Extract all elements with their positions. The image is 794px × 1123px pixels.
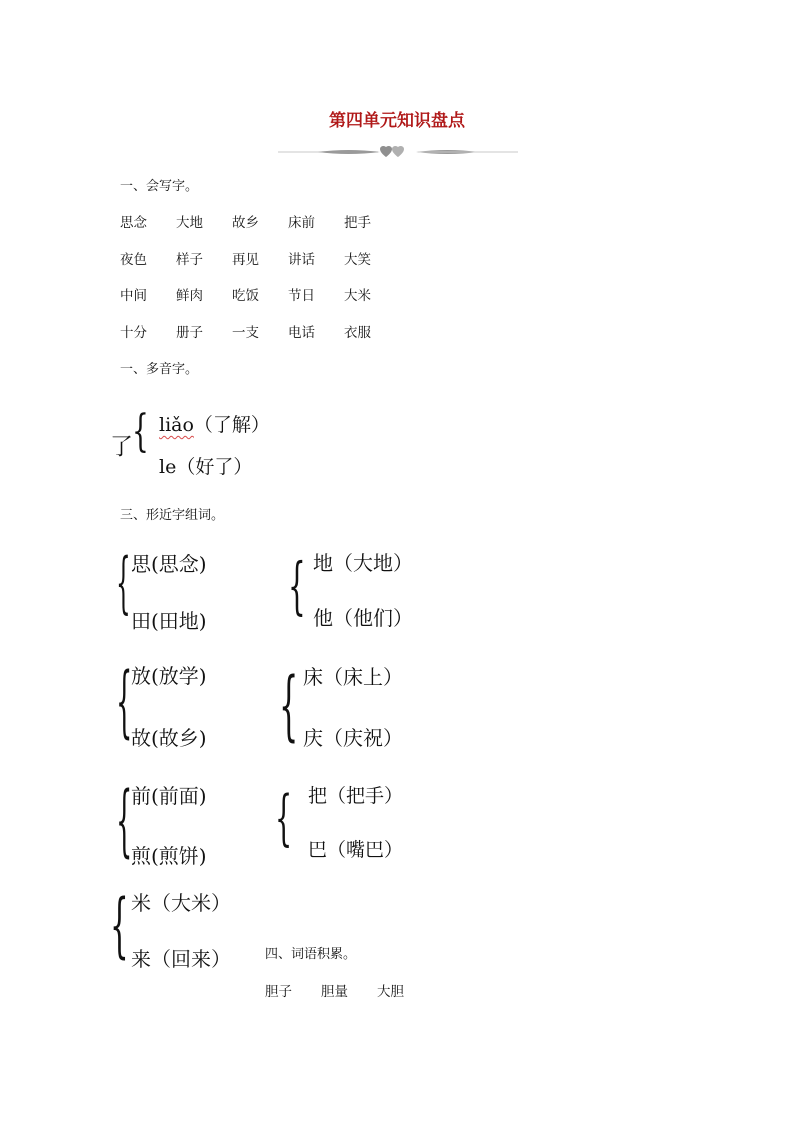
- similar-word: (故乡): [151, 726, 207, 750]
- similar-char: 田: [131, 609, 151, 633]
- group-6-item-1: [308, 781, 403, 808]
- group-3-item-2: [131, 722, 207, 751]
- similar-word: （庆祝）: [323, 726, 403, 750]
- similar-word: （他们）: [333, 606, 413, 630]
- group-2-item-2: [313, 602, 413, 631]
- word-item: 大胆: [377, 984, 404, 1000]
- similar-char: 床: [303, 665, 323, 689]
- group-7-item-1: [131, 887, 231, 916]
- section-2-heading: 一、多音字。: [120, 362, 199, 377]
- word-item: 再见: [232, 252, 259, 268]
- similar-word: (放学): [151, 664, 207, 688]
- similar-char: 思: [131, 552, 151, 576]
- similar-char: 故: [131, 726, 151, 750]
- reading-2: [159, 452, 252, 479]
- page-title: 第四单元知识盘点: [329, 111, 465, 131]
- word-item: 册子: [176, 325, 203, 341]
- group-4-item-2: [303, 722, 403, 751]
- reading-2-word: （好了）: [176, 456, 253, 478]
- heart-divider: [278, 145, 518, 159]
- word-item: 把手: [344, 215, 371, 231]
- similar-char: 前: [131, 784, 151, 808]
- similar-word: (思念): [151, 552, 207, 576]
- similar-word: （大地）: [333, 551, 413, 575]
- similar-char: 煎: [131, 844, 151, 868]
- word-item: 胆量: [321, 984, 348, 1000]
- group-3-item-1: [131, 660, 207, 689]
- similar-word: (煎饼): [151, 844, 207, 868]
- word-item: 鲜肉: [176, 288, 203, 304]
- word-item: 大米: [344, 288, 371, 304]
- polyphonic-char: 了: [110, 434, 133, 460]
- word-item: 胆子: [265, 984, 292, 1000]
- similar-word: （回来）: [151, 947, 231, 971]
- group-6-item-2: [308, 835, 403, 862]
- word-item: 十分: [120, 325, 147, 341]
- group-2-item-1: [313, 547, 413, 576]
- reading-1: [159, 410, 270, 437]
- word-item: 样子: [176, 252, 203, 268]
- reading-2-pinyin: le: [159, 456, 177, 478]
- similar-word: (田地): [151, 609, 207, 633]
- word-item: 中间: [120, 288, 147, 304]
- brace-icon: {: [110, 884, 129, 966]
- brace-icon: {: [132, 406, 149, 457]
- similar-word: （嘴巴）: [327, 839, 404, 861]
- word-item: 床前: [288, 215, 315, 231]
- similar-char: 巴: [308, 839, 328, 861]
- word-item: 大地: [176, 215, 203, 231]
- word-item: 电话: [288, 325, 315, 341]
- brace-icon: {: [279, 660, 299, 749]
- similar-char: 庆: [303, 726, 323, 750]
- similar-char: 他: [313, 606, 333, 630]
- similar-word: （大米）: [151, 891, 231, 915]
- similar-char: 米: [131, 891, 151, 915]
- word-item: 衣服: [344, 325, 371, 341]
- brace-icon: {: [288, 549, 306, 622]
- word-item: 故乡: [232, 215, 259, 231]
- section-4-heading: 四、词语积累。: [265, 947, 357, 962]
- brace-icon: {: [116, 776, 133, 866]
- reading-1-pinyin: liǎo: [159, 414, 194, 436]
- brace-icon: {: [275, 783, 293, 853]
- similar-char: 来: [131, 947, 151, 971]
- brace-icon: {: [116, 544, 131, 621]
- word-item: 思念: [120, 215, 147, 231]
- word-item: 大笑: [344, 252, 371, 268]
- group-1-item-2: [131, 605, 207, 634]
- similar-word: （床上）: [323, 665, 403, 689]
- word-item: 吃饭: [232, 288, 259, 304]
- similar-char: 地: [313, 551, 333, 575]
- word-item: 一支: [232, 325, 259, 341]
- group-1-item-1: [131, 548, 207, 577]
- word-item: 讲话: [288, 252, 315, 268]
- group-4-item-1: [303, 661, 403, 690]
- similar-char: 把: [308, 785, 328, 807]
- similar-word: （把手）: [327, 785, 404, 807]
- section-3-heading: 三、形近字组词。: [120, 508, 225, 523]
- similar-word: (前面): [151, 784, 207, 808]
- similar-char: 放: [131, 664, 151, 688]
- word-item: 节日: [288, 288, 315, 304]
- word-item: 夜色: [120, 252, 147, 268]
- reading-1-word: （了解）: [193, 414, 270, 436]
- section-1-heading: 一、会写字。: [120, 179, 199, 194]
- group-5-item-2: [131, 840, 207, 869]
- brace-icon: {: [116, 657, 133, 747]
- group-5-item-1: [131, 780, 207, 809]
- group-7-item-2: [131, 943, 231, 972]
